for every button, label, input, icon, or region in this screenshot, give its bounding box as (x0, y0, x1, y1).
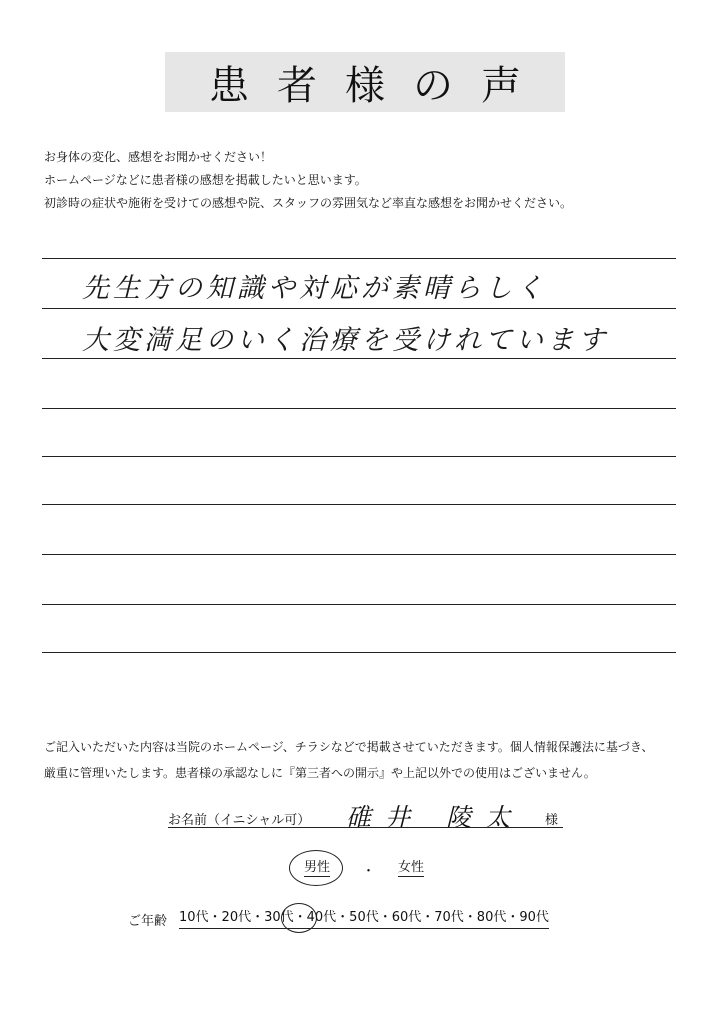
notice-line-1: ご記入いただいた内容は当院のホームページ、チラシなどで掲載させていただきます。個人情報保護法に基づき、 (44, 740, 654, 754)
writing-line (42, 408, 676, 409)
writing-line (42, 456, 676, 457)
age-field (128, 910, 549, 929)
gender-separator: ・ (362, 864, 376, 879)
writing-line (42, 258, 676, 259)
age-selected-circle (281, 903, 317, 933)
intro-text (44, 146, 572, 215)
gender-female: 女性 (398, 860, 425, 875)
intro-line-2: ホームページなどに患者様の感想を掲載したいと思います。 (44, 173, 367, 187)
name-value: 碓井 陵太 (346, 803, 524, 832)
handwritten-comment-line-1: 先生方の知識や対応が素晴らしく (82, 273, 547, 304)
page-title: 患者様の声 (209, 62, 549, 109)
male-selected-circle (289, 850, 343, 886)
age-options: 10代・20代・30代・40代・50代・60代・70代・80代・90代 (179, 910, 549, 929)
intro-line-1: お身体の変化、感想をお聞かせください！ (44, 150, 273, 164)
handwritten-comment-line-2: 大変満足のいく治療を受けれています (82, 325, 609, 356)
notice-line-2: 厳重に管理いたします。患者様の承認なしに『第三者への開示』や上記以外での使用はございません。 (44, 766, 596, 780)
writing-line (42, 604, 676, 605)
writing-line (42, 554, 676, 555)
name-field (168, 800, 563, 830)
writing-line (42, 358, 676, 359)
age-label: ご年齢 (128, 914, 168, 929)
name-label: お名前（イニシャル可） (168, 813, 311, 828)
gender-male: 男性 (304, 860, 331, 875)
intro-line-3: 初診時の症状や施術を受けての感想や院、スタッフの雰囲気など率直な感想をお聞かせください。 (44, 196, 573, 210)
name-suffix: 様 (545, 813, 559, 828)
privacy-notice (44, 734, 653, 786)
name-underline (168, 827, 563, 828)
writing-line (42, 308, 676, 309)
writing-line (42, 504, 676, 505)
title-banner (165, 52, 565, 112)
writing-line (42, 652, 676, 653)
